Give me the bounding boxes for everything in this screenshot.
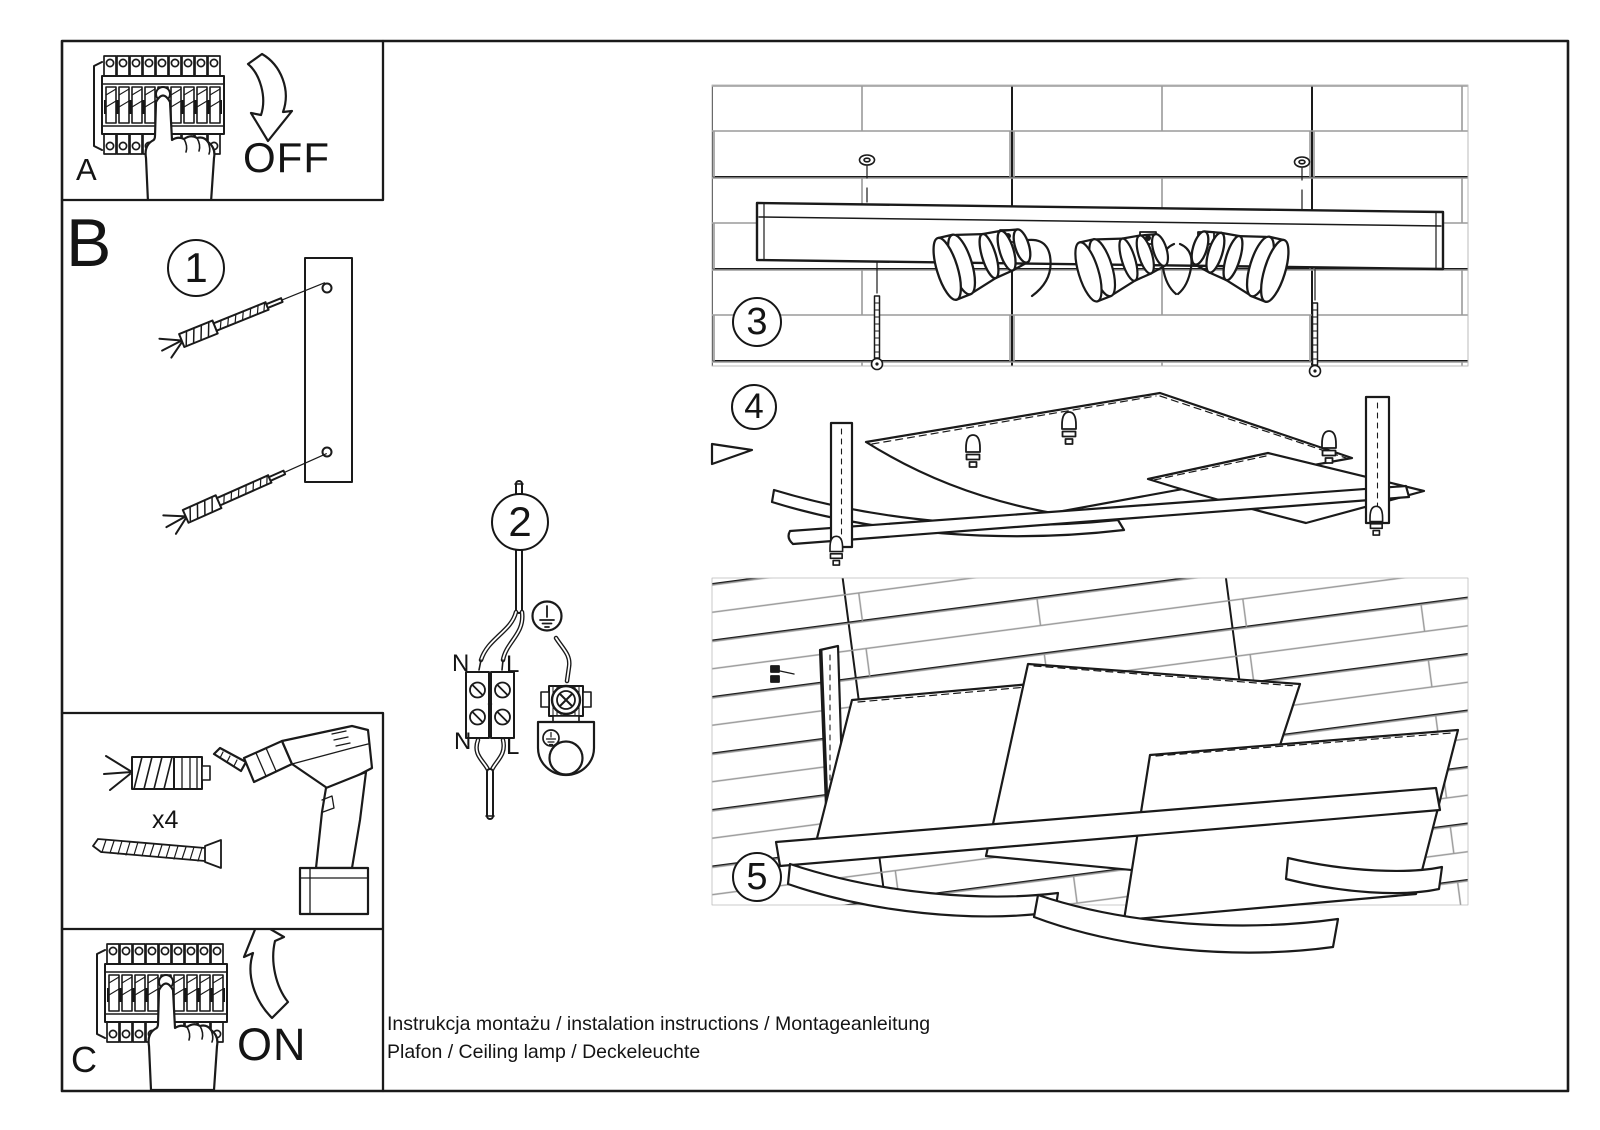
wire-l-top: L	[506, 651, 520, 678]
footer-text	[387, 1011, 930, 1066]
quantity-label: x4	[152, 806, 179, 834]
on-arrow	[244, 922, 288, 1018]
step5-illustration	[712, 578, 1468, 953]
footer-line-2: Plafon / Ceiling lamp / Deckeleuchte	[387, 1040, 701, 1063]
step-2-badge: 2	[491, 493, 549, 551]
step-3-badge: 3	[732, 297, 782, 347]
step-5-badge: 5	[732, 852, 782, 902]
step3-illustration	[712, 85, 1468, 377]
step-4-badge: 4	[731, 384, 777, 430]
drill	[214, 726, 372, 914]
off-arrow	[248, 54, 292, 141]
wire-n-top: N	[452, 650, 470, 677]
footer-line-1: Instrukcja montażu / instalation instructions / Montageanleitung	[387, 1013, 931, 1035]
earth-symbol-icon	[533, 602, 562, 631]
step1-illustration	[158, 258, 352, 536]
on-label: ON	[237, 1019, 307, 1070]
step4-illustration	[712, 393, 1424, 565]
wire-l-bottom: L	[506, 733, 520, 760]
mounting-screw	[93, 839, 221, 868]
box-b-label: B	[66, 205, 112, 281]
ground-terminal	[538, 686, 594, 775]
wall-plug	[104, 756, 210, 790]
step-1-badge: 1	[167, 239, 225, 297]
box-a-label: A	[76, 152, 97, 187]
hardware-box-illustration	[93, 726, 372, 914]
wire-n-bottom: N	[454, 728, 472, 755]
off-label: OFF	[243, 134, 330, 181]
box-c-label: C	[71, 1039, 97, 1080]
